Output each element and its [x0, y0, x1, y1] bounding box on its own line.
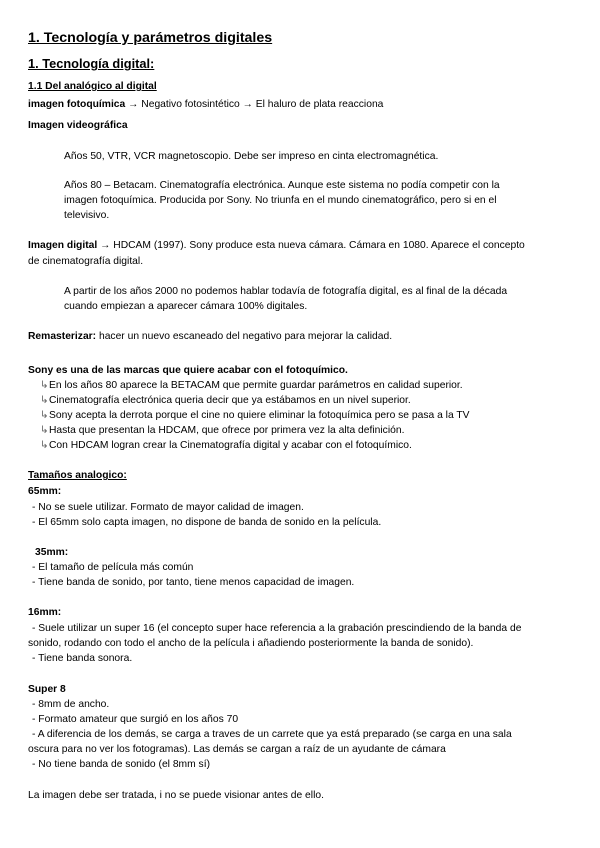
format-65mm-heading: 65mm:: [28, 486, 62, 497]
super8-item-4: - No tiene banda de sonido (el 8mm sí): [32, 759, 210, 770]
remaster-text: hacer un nuevo escaneado del negativo para mejorar la calidad.: [96, 331, 393, 342]
foto-line: [28, 98, 383, 113]
arrow-return-icon: ↳: [40, 410, 49, 421]
foto-label: imagen fotoquímica: [28, 99, 126, 110]
remaster-label: Remasterizar:: [28, 331, 97, 342]
super8-item-3-cont: oscura para no ver los fotogramas). Las demás se cargan a raíz de un ayudante de cámara: [28, 744, 446, 755]
format-16mm-item-1-cont: sonido, rodando con todo el ancho de la película i añadiendo posteriormente la banda de sonido).: [28, 638, 474, 649]
sony-item-2: ↳Cinematografía electrónica queria decir que ya estábamos en un nivel superior.: [40, 394, 411, 409]
remaster-line: [28, 330, 392, 345]
document-title: 1. Tecnología y parámetros digitales: [28, 30, 273, 46]
digital-paragraph-line-2: cuando empiezan a aparecer cámara 100% digitales.: [64, 301, 308, 312]
format-35mm-item-2: - Tiene banda de sonido, por tanto, tiene menos capacidad de imagen.: [32, 577, 355, 588]
format-16mm-item-2: - Tiene banda sonora.: [32, 653, 133, 664]
format-65mm-item-1: - No se suele utilizar. Formato de mayor calidad de imagen.: [32, 502, 304, 513]
format-16mm-item-1: - Suele utilizar un super 16 (el concepto super hace referencia a la grabación prescindiendo de la banda de: [32, 623, 522, 634]
digital-text: → HDCAM (1997). Sony produce esta nueva cámara. Cámara en 1080. Aparece el concepto: [97, 240, 525, 251]
digital-line-1: [28, 239, 525, 254]
section-title: 1. Tecnología digital:: [28, 56, 155, 71]
video-paragraph-1: Años 50, VTR, VCR magnetoscopio. Debe ser impreso en cinta electromagnética.: [64, 151, 439, 162]
sony-item-1: ↳En los años 80 aparece la BETACAM que permite guardar parámetros en calidad superior.: [40, 379, 463, 394]
video-paragraph-2-line-3: televisivo.: [64, 210, 110, 221]
super8-item-2: - Formato amateur que surgió en los años 70: [32, 714, 239, 725]
arrow-return-icon: ↳: [40, 440, 49, 451]
digital-paragraph-line-1: A partir de los años 2000 no podemos hablar todavía de fotografía digital, es al final de la década: [64, 286, 508, 297]
super8-heading: Super 8: [28, 684, 66, 695]
format-16mm-heading: 16mm:: [28, 607, 62, 618]
arrow-return-icon: ↳: [40, 380, 49, 391]
super8-item-3: - A diferencia de los demás, se carga a traves de un carrete que ya está preparado (se carga en una sala: [32, 729, 512, 740]
sizes-heading: Tamaños analogico:: [28, 470, 127, 481]
sony-heading: Sony es una de las marcas que quiere acabar con el fotoquímico.: [28, 365, 348, 376]
super8-item-1: - 8mm de ancho.: [32, 699, 110, 710]
format-35mm-heading: 35mm:: [35, 547, 69, 558]
digital-label: Imagen digital: [28, 240, 98, 251]
digital-line-2: de cinematografía digital.: [28, 256, 144, 267]
arrow-return-icon: ↳: [40, 425, 49, 436]
format-35mm-item-1: - El tamaño de película más común: [32, 562, 194, 573]
sony-item-3: ↳Sony acepta la derrota porque el cine no quiere eliminar la fotoquímica pero se pasa a la TV: [40, 409, 470, 424]
video-paragraph-2-line-2: imagen fotoquímica. Producida por Sony. No triunfa en el mundo cinematográfico, pero si en el: [64, 195, 497, 206]
video-paragraph-2-line-1: Años 80 – Betacam. Cinematografía electrónica. Aunque este sistema no podía competir con la: [64, 180, 500, 191]
format-65mm-item-2: - El 65mm solo capta imagen, no dispone de banda de sonido en la película.: [32, 517, 382, 528]
sony-item-4: ↳Hasta que presentan la HDCAM, que ofrece por primera vez la alta definición.: [40, 424, 404, 439]
video-heading: Imagen videográfica: [28, 120, 128, 131]
arrow-return-icon: ↳: [40, 395, 49, 406]
sony-item-5: ↳Con HDCAM logran crear la Cinematografía digital y acabar con el fotoquímico.: [40, 439, 412, 454]
closing-line: La imagen debe ser tratada, i no se puede visionar antes de ello.: [28, 790, 324, 801]
foto-text: → Negativo fotosintético → El haluro de plata reacciona: [125, 99, 384, 110]
subsection-title: 1.1 Del analógico al digital: [28, 81, 157, 92]
